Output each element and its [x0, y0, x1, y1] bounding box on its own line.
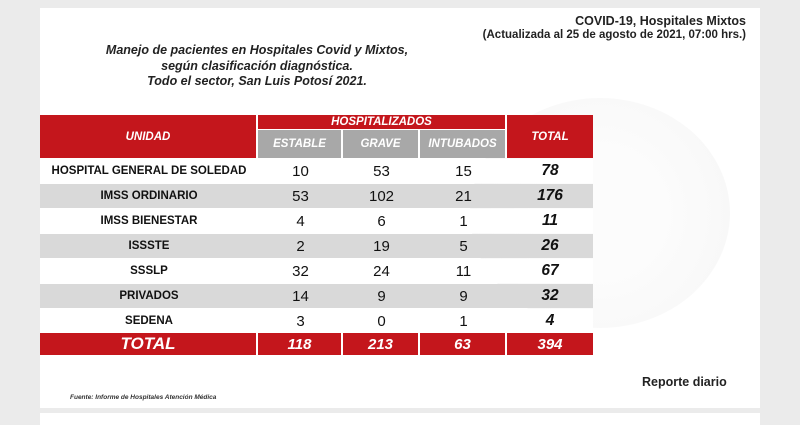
description-line-3: Todo el sector, San Luis Potosí 2021.: [147, 74, 367, 88]
update-timestamp: (Actualizada al 25 de agosto de 2021, 07:00 hrs.): [482, 29, 746, 41]
row-total: 32: [541, 287, 559, 304]
row-grave: 53: [373, 162, 390, 180]
next-slide-edge: [40, 413, 760, 425]
table-header: [40, 115, 593, 158]
slide: [40, 8, 760, 408]
table-row: [40, 234, 593, 258]
row-intubados: 15: [455, 162, 472, 180]
row-grave: 24: [373, 262, 390, 280]
row-estable: 53: [292, 187, 309, 205]
header-intubados: INTUBADOS: [420, 129, 507, 158]
table-row: [40, 284, 593, 308]
table-row: [40, 259, 593, 283]
row-grave: 9: [377, 287, 386, 305]
row-estable: 3: [296, 312, 305, 330]
row-grave: 102: [368, 187, 395, 205]
totals-label: TOTAL: [40, 333, 258, 355]
row-grave: 19: [373, 237, 390, 255]
description-line-1: Manejo de pacientes en Hospitales Covid y Mixtos,: [105, 43, 409, 57]
row-grave: 0: [377, 312, 386, 330]
row-total: 176: [537, 187, 563, 204]
row-intubados: 1: [459, 312, 468, 330]
table-description: [102, 43, 412, 90]
totals-intubados: 63: [420, 333, 507, 355]
row-total: 4: [545, 312, 555, 329]
row-unidad: HOSPITAL GENERAL DE SOLEDAD: [51, 165, 247, 177]
header-total: TOTAL: [507, 115, 593, 158]
row-intubados: 21: [455, 187, 472, 205]
table-row: [40, 309, 593, 333]
totals-grave: 213: [343, 333, 420, 355]
row-estable: 14: [292, 287, 309, 305]
header-estable: ESTABLE: [258, 129, 343, 158]
totals-estable: 118: [258, 333, 343, 355]
header-unidad: UNIDAD: [40, 115, 258, 158]
row-unidad: SSSLP: [130, 265, 168, 277]
description-line-2: según clasificación diagnóstica.: [161, 58, 353, 73]
table-row: [40, 184, 593, 208]
row-unidad: SEDENA: [125, 315, 173, 327]
header-hospitalizados: HOSPITALIZADOS: [258, 115, 507, 129]
row-unidad: IMSS ORDINARIO: [100, 190, 198, 202]
row-intubados: 11: [455, 262, 472, 280]
row-total: 11: [541, 212, 559, 229]
row-estable: 32: [292, 262, 309, 280]
row-total: 67: [541, 262, 559, 279]
row-unidad: ISSSTE: [128, 240, 170, 252]
row-estable: 2: [296, 237, 305, 255]
row-estable: 4: [296, 212, 305, 230]
row-estable: 10: [292, 162, 309, 180]
row-intubados: 1: [459, 212, 468, 230]
row-grave: 6: [377, 212, 386, 230]
header-grave: GRAVE: [343, 129, 420, 158]
table-row: [40, 159, 593, 183]
row-unidad: PRIVADOS: [119, 290, 179, 302]
table-row: [40, 209, 593, 233]
row-intubados: 9: [459, 287, 468, 305]
source-note: Fuente: Informe de Hospitales Atención Médica: [70, 394, 217, 401]
row-total: 26: [541, 237, 559, 254]
row-unidad: IMSS BIENESTAR: [100, 215, 198, 227]
table-totals-row: [40, 333, 593, 355]
row-intubados: 5: [459, 237, 468, 255]
report-label: Reporte diario: [642, 375, 727, 389]
totals-total: 394: [537, 335, 563, 353]
page-title: COVID-19, Hospitales Mixtos: [575, 14, 746, 28]
row-total: 78: [541, 162, 559, 179]
